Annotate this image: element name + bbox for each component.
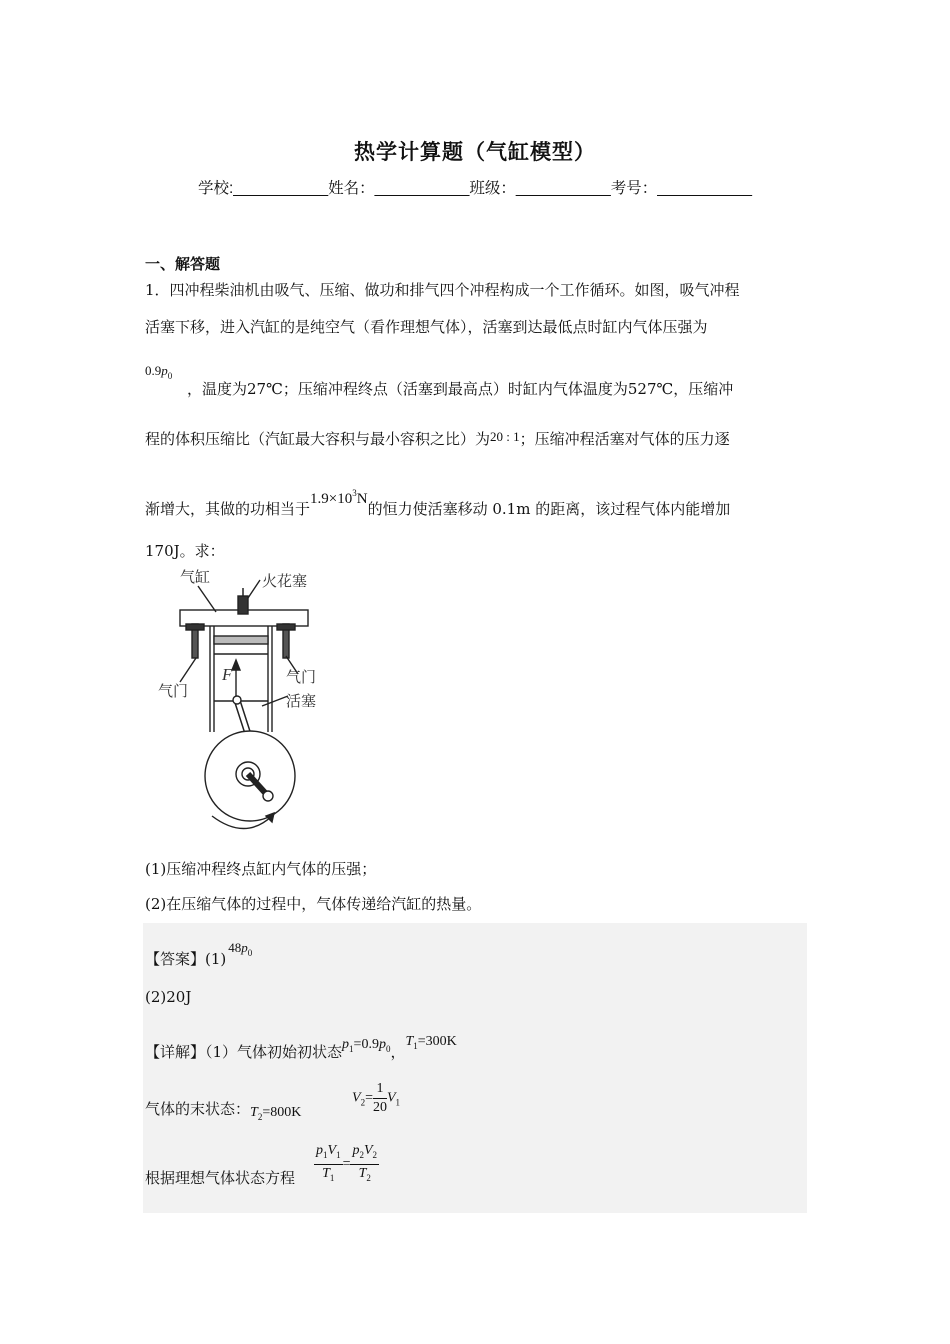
line6-text-a: 渐增大，其做的功相当于: [145, 500, 311, 518]
equation-label: 根据理想气体状态方程: [145, 1169, 296, 1187]
frac-den: 20: [372, 1100, 387, 1115]
v2-var: V: [352, 1090, 361, 1106]
a1-sub: 0: [247, 948, 253, 958]
label-force: F: [222, 665, 233, 684]
eq-v2: V: [363, 1143, 373, 1158]
eq-t1-sub: 1: [329, 1173, 335, 1183]
section-heading: 一、解答题: [145, 255, 221, 273]
eq-v1-sub: 1: [336, 1150, 341, 1160]
detail-tag: 【详解】（1）气体初始初状态: [145, 1043, 343, 1061]
frac-num: 1: [373, 1080, 387, 1099]
p1-var: p: [342, 1037, 350, 1052]
detail-line-1: [145, 1034, 457, 1062]
question-line-6: [145, 488, 730, 519]
question-line-1: 1．四冲程柴油机由吸气、压缩、做功和排气四个冲程构成一个工作循环。如图，吸气冲程: [145, 281, 740, 299]
eq-right-num: [350, 1142, 379, 1165]
eq-p2-sub: 2: [359, 1150, 364, 1160]
answer-line-2: (2)20J: [145, 988, 192, 1006]
eq-equals: =: [342, 1156, 351, 1172]
subquestion-2: (2)在压缩气体的过程中，气体传递给汽缸的热量。: [145, 895, 482, 913]
eq-left-fraction: [314, 1142, 343, 1187]
force-unit: N: [356, 491, 368, 507]
eq-t2-sub: 2: [366, 1173, 371, 1183]
label-piston: 活塞: [286, 692, 317, 710]
label-valve-left: 气门: [158, 682, 189, 700]
ideal-gas-equation: [314, 1142, 379, 1187]
t2-sub: 2: [257, 1112, 263, 1122]
label-spark-plug: 火花塞: [262, 572, 308, 590]
eq-left-num: [314, 1142, 343, 1165]
math-sub: 0: [167, 371, 173, 381]
eq-p2: p: [352, 1143, 360, 1158]
subquestion-1: (1)压缩冲程终点缸内气体的压强；: [145, 860, 377, 878]
page-title: 热学计算题（气缸模型）: [354, 139, 596, 164]
question-line-7: 170J。求：: [145, 542, 225, 560]
v1-sub: 1: [395, 1097, 401, 1108]
eq-v2-sub: 2: [372, 1150, 378, 1160]
eq-p1: p: [316, 1143, 323, 1158]
p1-sub: 1: [349, 1044, 354, 1054]
v1-var: V: [386, 1090, 396, 1106]
math-coef: 0.9: [145, 363, 162, 378]
eq-t1: T: [322, 1166, 330, 1181]
p1-value: =0.9: [353, 1037, 379, 1052]
eq-left-den: [314, 1165, 343, 1187]
p0-var: p: [378, 1037, 386, 1052]
engine-cylinder-diagram: [150, 566, 340, 836]
final-state-label: 气体的末状态：: [145, 1100, 251, 1118]
force-exp: 3: [352, 488, 357, 498]
p0-sub: 0: [385, 1044, 391, 1054]
t1-math: [405, 1034, 456, 1049]
t1-value: =300K: [417, 1034, 457, 1049]
compression-ratio: 20 : 1: [490, 429, 520, 444]
math-var: p: [161, 363, 168, 378]
answer-1-math: [228, 940, 253, 958]
line6-text-b: 的恒力使活塞移动 0.1m 的距离，该过程气体内能增加: [367, 500, 731, 518]
answer-line-1: [145, 940, 252, 969]
t1-sub: 1: [413, 1041, 418, 1051]
force-base: 1.9×10: [310, 491, 353, 507]
v2-sub: 2: [360, 1097, 366, 1108]
v2-fraction: [373, 1080, 387, 1117]
t2-math: [250, 1105, 301, 1120]
t2-value: =800K: [262, 1105, 302, 1120]
label-cylinder: 气缸: [180, 568, 211, 586]
eq-t2: T: [358, 1166, 367, 1181]
t1-var: T: [405, 1034, 414, 1049]
question-line-4: ，温度为27℃；压缩冲程终点（活塞到最高点）时缸内气体温度为527℃，压缩冲: [187, 380, 734, 398]
initial-pressure-math: [145, 363, 172, 381]
line5-text-b: ；压缩冲程活塞对气体的压力逐: [519, 430, 730, 448]
label-valve-right: 气门: [286, 668, 317, 686]
force-math: [310, 488, 368, 507]
a1-coef: 48: [228, 940, 242, 955]
eq-right-den: [350, 1165, 379, 1187]
answer-tag: 【答案】(1): [145, 950, 227, 968]
question-line-2: 活塞下移，进入汽缸的是纯空气（看作理想气体），活塞到达最低点时缸内气体压强为: [145, 318, 708, 336]
a1-var: p: [241, 940, 248, 955]
v2-equation: [352, 1080, 400, 1117]
question-line-5: [145, 428, 730, 449]
v2-equals: =: [365, 1090, 373, 1106]
student-info-line: 学校:___________姓名：___________班级：___________考号：___________: [197, 180, 753, 197]
eq-right-fraction: [350, 1142, 379, 1187]
t2-var: T: [250, 1105, 258, 1120]
detail-line-2: [145, 1098, 301, 1122]
initial-state-math: [342, 1037, 390, 1052]
detail-comma: ，: [390, 1043, 406, 1061]
eq-v1: V: [327, 1143, 337, 1158]
eq-p1-sub: 1: [323, 1150, 328, 1160]
line5-text-a: 程的体积压缩比（汽缸最大容积与最小容积之比）为: [145, 430, 491, 448]
